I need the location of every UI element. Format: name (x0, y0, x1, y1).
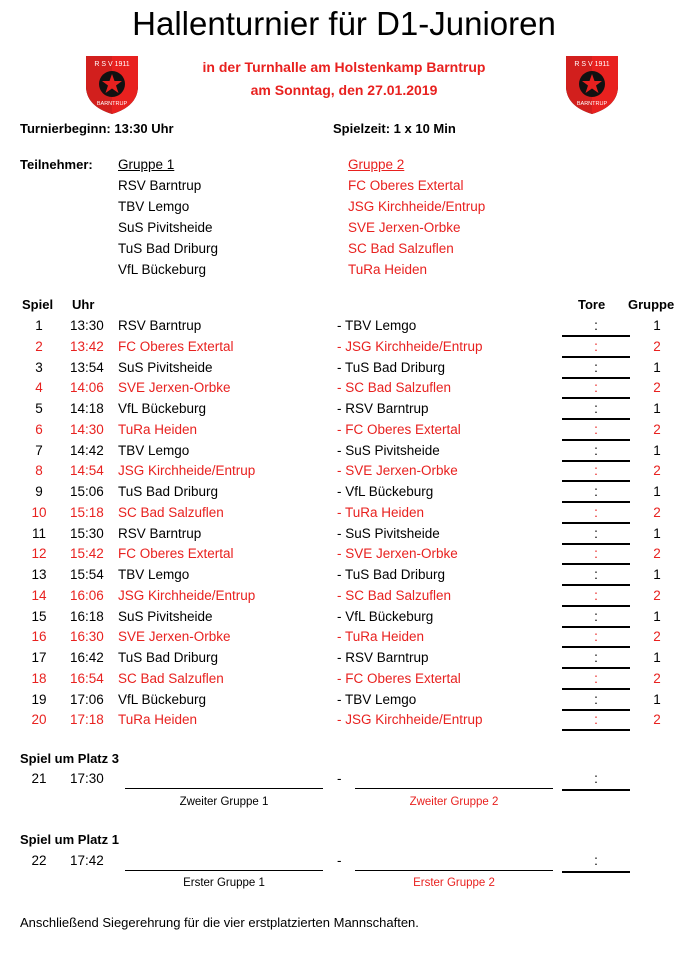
away-team: - TuRa Heiden (337, 629, 425, 645)
place1-title: Spiel um Platz 1 (20, 832, 119, 847)
place3-away-caption: Zweiter Gruppe 2 (409, 796, 499, 808)
place3-away-line (355, 788, 553, 789)
match-time: 14:18 (70, 401, 104, 416)
score-field: : (594, 546, 598, 562)
header-goals: Tore (578, 297, 606, 312)
home-team: TuRa Heiden (118, 712, 198, 728)
home-team: TuS Bad Driburg (118, 484, 219, 499)
place1-home-line (125, 870, 323, 871)
match-group: 2 (653, 504, 661, 520)
match-time: 15:18 (70, 504, 104, 520)
away-team: - SC Bad Salzuflen (337, 587, 452, 603)
header-group: Gruppe (628, 297, 675, 312)
score-field: : (594, 525, 598, 541)
match-group: 1 (653, 359, 661, 375)
match-group: 1 (653, 567, 661, 582)
home-team: SVE Jerxen-Orbke (118, 380, 231, 396)
home-team: FC Oberes Extertal (118, 338, 234, 354)
place1-away-caption: Erster Gruppe 2 (413, 877, 495, 889)
home-team: VfL Bückeburg (118, 401, 207, 416)
score-line (562, 605, 630, 607)
score-line (562, 709, 630, 711)
match-time: 16:06 (70, 587, 104, 603)
away-team: - FC Oberes Extertal (337, 670, 461, 686)
away-team: - RSV Barntrup (337, 650, 429, 665)
home-team: SuS Pivitsheide (118, 608, 213, 624)
home-team: TBV Lemgo (118, 442, 190, 458)
away-team: - TuS Bad Driburg (337, 359, 446, 375)
match-number: 13 (31, 567, 47, 582)
location-line: in der Turnhalle am Holstenkamp Barntrup (202, 59, 486, 75)
match-group: 1 (653, 318, 661, 333)
score-line (562, 418, 630, 420)
away-team: - VfL Bückeburg (337, 484, 434, 499)
score-line (562, 397, 630, 399)
group1-team: SuS Pivitsheide (118, 220, 213, 235)
score-line (562, 480, 630, 482)
score-field: : (594, 318, 598, 333)
score-field: : (594, 380, 598, 396)
group1-team: VfL Bückeburg (118, 262, 207, 277)
place1-score: : (594, 853, 598, 868)
place3-home-line (125, 788, 323, 789)
match-group: 2 (653, 421, 661, 437)
away-team: - SuS Pivitsheide (337, 442, 440, 458)
away-team: - SVE Jerxen-Orbke (337, 463, 458, 479)
footer-note: Anschließend Siegerehrung für die vier erstplatzierten Mannschaften. (20, 915, 419, 930)
away-team: - VfL Bückeburg (337, 608, 434, 624)
place1-away-line (355, 870, 553, 871)
match-group: 2 (653, 587, 661, 603)
match-number: 7 (35, 442, 43, 458)
score-line (562, 335, 630, 337)
match-number: 19 (31, 691, 47, 707)
match-group: 2 (653, 463, 661, 479)
match-group: 1 (653, 608, 661, 624)
group1-title: Gruppe 1 (118, 157, 175, 172)
group2-team: SC Bad Salzuflen (348, 241, 454, 256)
away-team: - TBV Lemgo (337, 318, 417, 333)
score-line (562, 522, 630, 524)
match-group: 2 (653, 670, 661, 686)
home-team: SVE Jerxen-Orbke (118, 629, 231, 645)
page-title: Hallenturnier für D1-Junioren (132, 5, 556, 42)
place1-score-line (562, 871, 630, 873)
match-number: 18 (31, 670, 47, 686)
group2-team: TuRa Heiden (348, 262, 428, 277)
score-line (562, 729, 630, 731)
score-line (562, 667, 630, 669)
match-number: 20 (31, 712, 47, 728)
svg-text:R S V 1911: R S V 1911 (574, 61, 610, 68)
place1-time: 17:42 (70, 853, 104, 868)
place3-nr: 21 (31, 771, 47, 786)
header-game: Spiel (22, 297, 54, 312)
score-field: : (594, 504, 598, 520)
place3-home-caption: Zweiter Gruppe 1 (179, 796, 269, 808)
date-line: am Sonntag, den 27.01.2019 (250, 82, 438, 98)
score-line (562, 646, 630, 648)
match-group: 1 (653, 484, 661, 499)
group1-team: TBV Lemgo (118, 199, 190, 214)
group2-team: SVE Jerxen-Orbke (348, 220, 461, 235)
svg-text:R S V 1911: R S V 1911 (94, 61, 130, 68)
place1-nr: 22 (31, 853, 47, 868)
score-field: : (594, 567, 598, 582)
match-number: 1 (35, 318, 43, 333)
match-time: 13:42 (70, 338, 104, 354)
match-time: 16:18 (70, 608, 104, 624)
home-team: FC Oberes Extertal (118, 546, 234, 562)
away-team: - TuS Bad Driburg (337, 567, 446, 582)
svg-text:BARNTRUP: BARNTRUP (96, 101, 128, 107)
away-team: - SC Bad Salzuflen (337, 380, 452, 396)
place1-home-caption: Erster Gruppe 1 (183, 877, 265, 889)
match-time: 15:42 (70, 546, 104, 562)
match-group: 1 (653, 525, 661, 541)
match-time: 14:54 (70, 463, 104, 479)
away-team: - JSG Kirchheide/Entrup (337, 338, 483, 354)
match-group: 2 (653, 712, 661, 728)
place1-row (0, 853, 688, 873)
group2-team: FC Oberes Extertal (348, 178, 464, 193)
home-team: SuS Pivitsheide (118, 359, 213, 375)
home-team: RSV Barntrup (118, 318, 202, 333)
start-time: Turnierbeginn: 13:30 Uhr (20, 121, 174, 136)
group2-title: Gruppe 2 (348, 157, 405, 172)
match-number: 6 (35, 421, 43, 437)
away-team: - SVE Jerxen-Orbke (337, 546, 458, 562)
score-line (562, 688, 630, 690)
match-number: 12 (31, 546, 47, 562)
match-time: 13:30 (70, 318, 104, 333)
away-team: - RSV Barntrup (337, 401, 429, 416)
match-time: 16:54 (70, 670, 104, 686)
match-group: 1 (653, 442, 661, 458)
match-number: 14 (31, 587, 47, 603)
match-group: 2 (653, 546, 661, 562)
match-number: 17 (31, 650, 47, 665)
score-field: : (594, 650, 598, 665)
score-field: : (594, 401, 598, 416)
match-time: 17:18 (70, 712, 104, 728)
place3-score: : (594, 771, 598, 786)
group2-team: JSG Kirchheide/Entrup (348, 199, 486, 214)
match-group: 2 (653, 338, 661, 354)
home-team: TuS Bad Driburg (118, 650, 219, 665)
place3-row (0, 771, 688, 791)
match-time: 15:06 (70, 484, 104, 499)
score-line (562, 584, 630, 586)
match-number: 8 (35, 463, 43, 479)
game-duration: Spielzeit: 1 x 10 Min (333, 121, 456, 136)
score-field: : (594, 442, 598, 458)
match-group: 2 (653, 380, 661, 396)
score-field: : (594, 587, 598, 603)
match-group: 1 (653, 650, 661, 665)
match-time: 14:42 (70, 442, 104, 458)
match-time: 15:30 (70, 525, 104, 541)
match-time: 16:42 (70, 650, 104, 665)
place3-title: Spiel um Platz 3 (20, 751, 119, 766)
score-field: : (594, 608, 598, 624)
home-team: SC Bad Salzuflen (118, 670, 224, 686)
score-field: : (594, 670, 598, 686)
score-line (562, 356, 630, 358)
match-number: 16 (31, 629, 47, 645)
svg-text:BARNTRUP: BARNTRUP (576, 101, 608, 107)
match-time: 14:06 (70, 380, 104, 396)
home-team: VfL Bückeburg (118, 691, 207, 707)
score-line (562, 543, 630, 545)
match-group: 1 (653, 691, 661, 707)
match-group: 1 (653, 401, 661, 416)
away-team: - TuRa Heiden (337, 504, 425, 520)
score-field: : (594, 338, 598, 354)
group1-team: RSV Barntrup (118, 178, 202, 193)
header-time: Uhr (72, 297, 95, 312)
score-line (562, 460, 630, 462)
match-time: 13:54 (70, 359, 104, 375)
home-team: RSV Barntrup (118, 525, 202, 541)
home-team: SC Bad Salzuflen (118, 504, 224, 520)
place3-dash: - (337, 771, 342, 786)
match-number: 3 (35, 359, 43, 375)
match-number: 4 (35, 380, 43, 396)
score-line (562, 439, 630, 441)
group1-team: TuS Bad Driburg (118, 241, 219, 256)
score-line (562, 563, 630, 565)
match-number: 5 (35, 401, 43, 416)
match-group: 2 (653, 629, 661, 645)
score-line (562, 377, 630, 379)
away-team: - SuS Pivitsheide (337, 525, 440, 541)
score-field: : (594, 484, 598, 499)
away-team: - TBV Lemgo (337, 691, 417, 707)
home-team: TBV Lemgo (118, 567, 190, 582)
place3-score-line (562, 789, 630, 791)
match-number: 10 (31, 504, 47, 520)
score-field: : (594, 463, 598, 479)
score-field: : (594, 421, 598, 437)
match-number: 2 (35, 338, 43, 354)
home-team: JSG Kirchheide/Entrup (118, 587, 256, 603)
away-team: - JSG Kirchheide/Entrup (337, 712, 483, 728)
score-field: : (594, 359, 598, 375)
home-team: TuRa Heiden (118, 421, 198, 437)
match-number: 11 (31, 525, 46, 541)
place1-dash: - (337, 853, 342, 868)
away-team: - FC Oberes Extertal (337, 421, 461, 437)
match-number: 15 (31, 608, 47, 624)
score-line (562, 626, 630, 628)
home-team: JSG Kirchheide/Entrup (118, 463, 256, 479)
participants-label: Teilnehmer: (20, 157, 93, 172)
score-field: : (594, 691, 598, 707)
match-time: 14:30 (70, 421, 104, 437)
score-field: : (594, 712, 598, 728)
match-time: 17:06 (70, 691, 104, 707)
score-field: : (594, 629, 598, 645)
match-number: 9 (35, 484, 43, 499)
match-time: 15:54 (70, 567, 104, 582)
match-time: 16:30 (70, 629, 104, 645)
score-line (562, 501, 630, 503)
place3-time: 17:30 (70, 771, 104, 786)
